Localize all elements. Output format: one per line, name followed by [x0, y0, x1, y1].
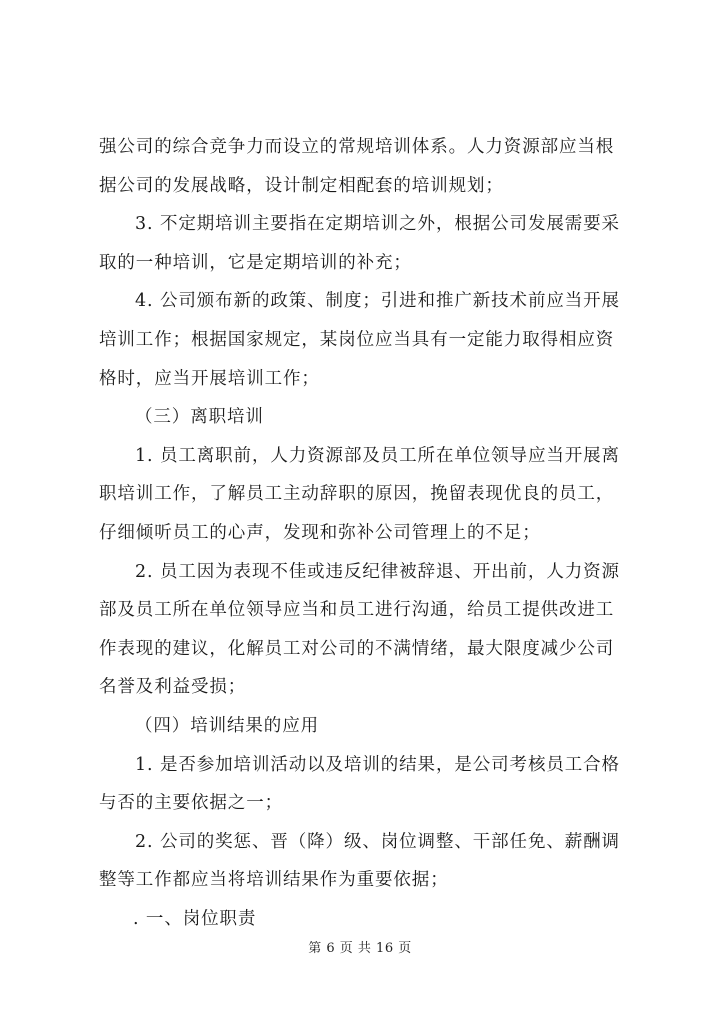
section-heading: . 一、岗位职责 — [133, 908, 257, 929]
paragraph-line: 据公司的发展战略，设计制定相配套的培训规划； — [99, 175, 504, 196]
document-body — [99, 128, 644, 938]
section-heading: （三）离职培训 — [135, 407, 264, 428]
paragraph-line: 强公司的综合竞争力而设立的常规培训体系。人力资源部应当根 — [99, 137, 615, 157]
paragraph-line: 取的一种培训，它是定期培训的补充； — [99, 252, 412, 273]
paragraph-line: 3. 不定期培训主要指在定期培训之外，根据公司发展需要采 — [135, 214, 620, 235]
paragraph-line: 2. 员工因为表现不佳或违反纪律被辞退、开出前，人力资源 — [135, 561, 620, 582]
section-heading: （四）培训结果的应用 — [135, 715, 319, 736]
paragraph-line: 作表现的建议，化解员工对公司的不满情绪，最大限度减少公司 — [99, 638, 615, 659]
paragraph-line: 整等工作都应当将培训结果作为重要依据； — [99, 870, 449, 891]
page-number-footer: 第 6 页 共 16 页 — [308, 941, 412, 956]
paragraph-line: 培训工作；根据国家规定，某岗位应当具有一定能力取得相应资 — [99, 329, 615, 350]
paragraph-line: 职培训工作，了解员工主动辞职的原因，挽留表现优良的员工， — [99, 484, 615, 505]
paragraph-line: 部及员工所在单位领导应当和员工进行沟通，给员工提供改进工 — [99, 600, 615, 621]
paragraph-line: 4. 公司颁布新的政策、制度；引进和推广新技术前应当开展 — [135, 291, 620, 312]
paragraph-line: 2. 公司的奖惩、晋（降）级、岗位调整、干部任免、薪酬调 — [135, 831, 620, 852]
paragraph-line: 仔细倾听员工的心声，发现和弥补公司管理上的不足； — [99, 522, 541, 543]
paragraph-line: 1. 是否参加培训活动以及培训的结果，是公司考核员工合格 — [135, 754, 620, 775]
paragraph-line: 名誉及利益受损； — [99, 677, 247, 698]
paragraph-line: 1. 员工离职前，人力资源部及员工所在单位领导应当开展离 — [135, 445, 620, 466]
paragraph-line: 格时，应当开展培训工作； — [99, 368, 320, 389]
paragraph-line: 与否的主要依据之一； — [99, 793, 283, 814]
